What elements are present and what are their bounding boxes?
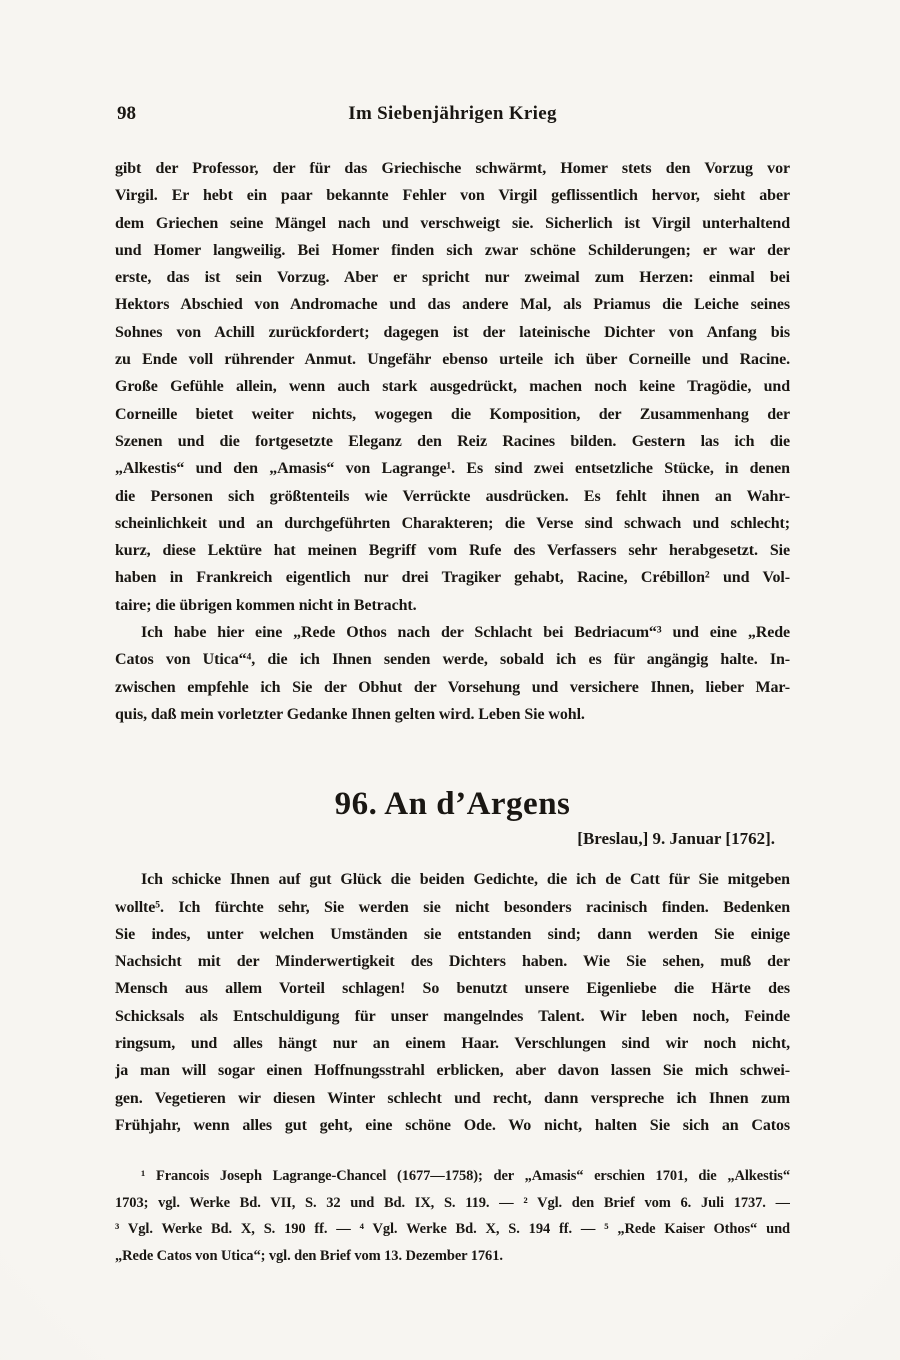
footnotes xyxy=(115,1163,790,1269)
text-line: Ich schicke Ihnen auf gut Glück die beiden Gedichte, die ich de Catt für Sie mitgeben xyxy=(141,871,790,889)
text-line: haben in Frankreich eigentlich nur drei Tragiker gehabt, Racine, Crébillon² und Vol- xyxy=(115,569,790,587)
text-line: dem Griechen seine Mängel nach und verschweigt sie. Sicherlich ist Virgil unterhaltend xyxy=(115,214,790,232)
letter-96-dateline: [Breslau,] 9. Januar [1762]. xyxy=(577,829,775,849)
text-line: Ich habe hier eine „Rede Othos nach der Schlacht bei Bedriacum“³ und eine „Rede xyxy=(141,624,790,642)
text-line: Virgil. Er hebt ein paar bekannte Fehler von Virgil geflissentlich hervor, sieht aber xyxy=(115,187,790,205)
text-line: Schicksals als Entschuldigung für unser mangelndes Talent. Wir leben noch, Feinde xyxy=(115,1007,790,1025)
text-line: Corneille bietet weiter nichts, wogegen die Komposition, der Zusammenhang der xyxy=(115,405,790,423)
letter-96-body xyxy=(115,866,790,1139)
text-line: ³ Vgl. Werke Bd. X, S. 190 ff. — ⁴ Vgl. Werke Bd. X, S. 194 ff. — ⁵ „Rede Kaiser Othos“ und xyxy=(115,1221,790,1238)
text-line: und Homer langweilig. Bei Homer finden sich zwar schöne Schilderungen; er war der xyxy=(115,241,790,259)
text-line: erste, das ist sein Vorzug. Aber er spricht nur zweimal zum Herzen: einmal bei xyxy=(115,269,790,287)
text-line: quis, daß mein vorletzter Gedanke Ihnen gelten wird. Leben Sie wohl. xyxy=(115,705,585,723)
text-line: kurz, diese Lektüre hat meinen Begriff vom Rufe des Verfassers sehr herabgesetzt. Sie xyxy=(115,542,790,560)
text-line: „Rede Catos von Utica“; vgl. den Brief vom 13. Dezember 1761. xyxy=(115,1247,503,1264)
text-line: Nachsicht mit der Minderwertigkeit des Dichters haben. Wie Sie sehen, muß der xyxy=(115,953,790,971)
text-line: scheinlichkeit und an durchgeführten Charakteren; die Verse sind schwach und schlecht; xyxy=(115,514,790,532)
text-line: Mensch aus allem Vorteil schlagen! So benutzt unsere Eigenliebe die Härte des xyxy=(115,980,790,998)
text-line: ringsum, und alles hängt nur an einem Haar. Verschlungen sind wir noch nicht, xyxy=(115,1035,790,1053)
text-line: die Personen sich größtenteils wie Verrückte ausdrücken. Es fehlt ihnen an Wahr- xyxy=(115,487,790,505)
text-line: zu Ende voll rührender Anmut. Ungefähr ebenso urteile ich über Corneille und Racine. xyxy=(115,351,790,369)
text-line: Große Gefühle allein, wenn auch stark ausgedrückt, machen noch keine Tragödie, und xyxy=(115,378,790,396)
running-header xyxy=(115,103,790,129)
text-line: Catos von Utica“⁴, die ich Ihnen senden werde, sobald ich es für angängig halte. In- xyxy=(115,651,790,669)
running-title: Im Siebenjährigen Krieg xyxy=(348,103,557,124)
letter-previous-body xyxy=(115,155,790,728)
text-line: Sohnes von Achill zurückfordert; dagegen ist der lateinische Dichter von Anfang bis xyxy=(115,323,790,341)
text-line: Frühjahr, wenn alles gut geht, eine schöne Ode. Wo nicht, halten Sie sich an Catos xyxy=(115,1116,790,1134)
text-line: wollte⁵. Ich fürchte sehr, Sie werden sie nicht besonders racinisch finden. Bedenken xyxy=(115,898,790,916)
text-line: gibt der Professor, der für das Griechische schwärmt, Homer stets den Vorzug vor xyxy=(115,160,790,177)
text-line: ja man will sogar einen Hoffnungsstrahl erblicken, aber davon lassen Sie mich schwei- xyxy=(115,1062,790,1080)
text-line: gen. Vegetieren wir diesen Winter schlecht und recht, dann verspreche ich Ihnen zum xyxy=(115,1089,790,1107)
letter-96-heading: 96. An d’Argens xyxy=(334,786,571,823)
text-line: 1703; vgl. Werke Bd. VII, S. 32 und Bd. IX, S. 119. — ² Vgl. den Brief vom 6. Juli 1737. — xyxy=(115,1194,790,1211)
text-line: „Alkestis“ und den „Amasis“ von Lagrange¹. Es sind zwei entsetzliche Stücke, in denen xyxy=(115,460,790,478)
text-line: ¹ Francois Joseph Lagrange-Chancel (1677—1758); der „Amasis“ erschien 1701, die „Alkestis“ xyxy=(141,1168,790,1185)
page-number: 98 xyxy=(117,103,136,124)
text-line: Hektors Abschied von Andromache und das andere Mal, als Priamus die Leiche seines xyxy=(115,296,790,314)
text-line: zwischen empfehle ich Sie der Obhut der Vorsehung und versichere Ihnen, lieber Mar- xyxy=(115,678,790,696)
text-line: taire; die übrigen kommen nicht in Betracht. xyxy=(115,596,417,614)
text-line: Szenen und die fortgesetzte Eleganz den Reiz Racines bilden. Gestern las ich die xyxy=(115,432,790,450)
text-line: Sie indes, unter welchen Umständen sie entstanden sind; dann werden Sie einige xyxy=(115,925,790,943)
